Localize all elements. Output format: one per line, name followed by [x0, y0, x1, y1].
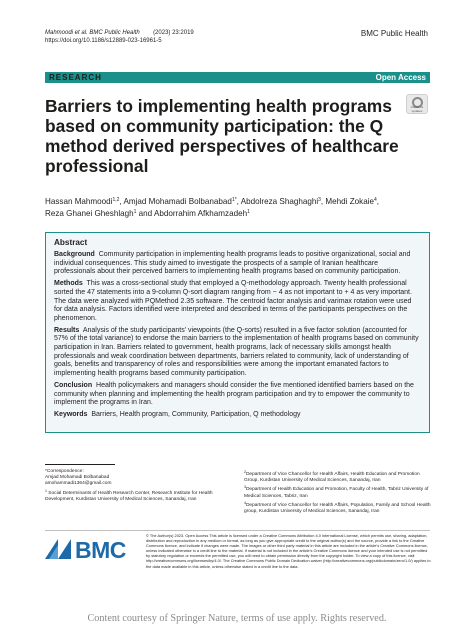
- section-label: Results: [54, 326, 80, 334]
- citation-doi[interactable]: https://doi.org/10.1186/s12889-023-16961-5: [45, 38, 162, 44]
- abstract-background: [54, 251, 421, 277]
- bmc-logo: [45, 537, 133, 561]
- affiliation-sup: 4: [374, 197, 377, 203]
- open-access-label: Open Access: [375, 73, 426, 82]
- affiliation-sup: 1,2: [112, 197, 120, 203]
- journal-name: BMC Public Health: [360, 29, 428, 38]
- bmc-logo-icon: [45, 539, 71, 559]
- author-separator: ,: [376, 197, 380, 206]
- article-title: Barriers to implementing health programs based on community participation: the Q method derived perspectives of healthcare professional: [45, 96, 399, 176]
- correspondence-email[interactable]: amohammadi1364@gmail.com: [45, 481, 112, 487]
- section-label: Background: [54, 251, 95, 258]
- affiliation-sup: 3: [318, 197, 321, 203]
- abstract-keywords: [54, 411, 421, 420]
- section-text: Barriers, Health program, Community, Participation, Q methodology: [91, 410, 301, 418]
- author-name[interactable]: and Abdorrahim Afkhamzadeh: [136, 209, 248, 218]
- affiliation-4: Department of Vice Chancellor for Health Affairs, Population, Family and School Health group, Kurdistan University of Medical Sciences, Sanandaj, Iran: [244, 502, 431, 515]
- section-text: Health policymakers and managers should consider the five mentioned identified barriers based on the community when planning and implementing the health program participation and try to empower the community to implement the programs in Iran.: [54, 381, 414, 407]
- affiliation-sup: 1: [133, 209, 137, 215]
- abstract-heading: Abstract: [54, 238, 88, 247]
- author-name[interactable]: Hassan Mahmoodi: [45, 197, 113, 206]
- footnote-divider: [45, 464, 115, 465]
- affiliation-number: 1: [45, 488, 47, 493]
- citation-header: [45, 29, 194, 45]
- bmc-logo-text: BMC: [75, 537, 126, 563]
- license-text: © The Author(s) 2023. Open Access This article is licensed under a Creative Commons Attribution 4.0 International License, which permits use, sharing, adaptation, distribution and reproduction in any medium or format, as long as you give appropriate credit to the original author(s) and the source, provide a link to the Creative Commons licence, and indicate if changes were made. The images or other third party material in this article are included in the article's Creative Commons licence, unless indicated otherwise in a credit line to the material. If material is not included in the article's Creative Commons licence and your intended use is not permitted by statutory regulation or exceeds the permitted use, you will need to obtain permission directly from the copyright holder. To view a copy of this licence, visit http://creativecommons.org/licenses/by/4.0/. The Creative Commons Public Domain Dedication waiver (http://creativecommons.org/publicdomain/zero/1.0/) applies to the data made available in this article, unless otherwise stated in a credit line to the data.: [146, 533, 431, 569]
- affiliation-sup: 1*: [231, 197, 237, 203]
- section-label: Keywords: [54, 410, 88, 418]
- section-label: Conclusion: [54, 381, 93, 389]
- section-text: Analysis of the study participants' viewpoints (the Q-sorts) resulted in a five factor solution (accounted for 57% of the total variance) to endorse the main barriers to the implementation of health programs based on community participation in Iran. Barriers related to government, health programs, lack of necessary skills amongst health professionals and weak coordination between departments, barriers related to community, lack of understanding of goals, benefits and transparency of roles and responsibilities were among the important emanated factors to implementing health programs based community participation.: [54, 326, 419, 378]
- affiliation-number: 3: [244, 485, 246, 490]
- citation-journal: Mahmoodi et al. BMC Public Health: [45, 30, 140, 36]
- abstract-conclusion: [54, 382, 421, 408]
- citation-year: (2023) 23:2019: [153, 30, 194, 36]
- section-text: This was a cross-sectional study that employed a Q-methodology approach. Twenty health professional sorted the 47 statements into a 9-column Q-sort diagram ranging from − 4 as not important to + 4 as very important. The data were analyzed with PQMethod 2.35 software. The centroid factor analysis and varimax rotation were used for data analysis. Factors identified were interpreted and described in terms of the participants perspectives on the phenomenon.: [54, 280, 412, 322]
- crossmark-label: Check for updates: [410, 105, 424, 113]
- correspondence-footnote: [45, 469, 225, 503]
- abstract-box: [45, 232, 430, 433]
- abstract-methods: [54, 280, 421, 324]
- courtesy-notice: Content courtesy of Springer Nature, terms of use apply. Rights reserved.: [87, 613, 387, 624]
- author-name[interactable]: , Amjad Mohamadi Bolbanabad: [119, 197, 232, 206]
- section-label: Methods: [54, 280, 83, 288]
- author-name[interactable]: , Abdolreza Shaghaghi: [236, 197, 319, 206]
- affiliation-2: Department of Vice Chancellor for Health Affairs, Health Education and Promotion Group, Kurdistan University of Medical Sciences, Sanandaj, Iran: [244, 472, 420, 484]
- affiliation-1: Social Determinants of Health Research Center, Research Institute for Health Development, Kurdistan University of Medical Sciences, Sanandaj, Iran: [45, 490, 213, 502]
- author-name[interactable]: Reza Ghanei Gheshlagh: [45, 209, 134, 218]
- correspondence-name: Amjad Mohamadi Bolbanabad: [45, 475, 110, 481]
- affiliations-footnote: [244, 469, 434, 515]
- section-text: Community participation in implementing health programs leads to positive organizational, social and individual consequences. This study aimed to investigate the prospects of a sample of Iranian healthcare professionals about their perceived barriers to implementing health programs based on community participation.: [54, 251, 411, 276]
- license-divider: [45, 530, 430, 531]
- abstract-results: [54, 327, 421, 379]
- article-type-label: RESEARCH: [49, 73, 102, 82]
- author-name[interactable]: , Mehdi Zokaie: [320, 197, 374, 206]
- correspondence-label: *Correspondence:: [45, 469, 84, 474]
- author-list: [45, 195, 435, 219]
- affiliation-number: 2: [244, 470, 246, 474]
- affiliation-sup: 1: [247, 209, 250, 215]
- research-banner: [45, 72, 430, 83]
- affiliation-3: Department of Health Education and Promotion, Faculty of Health, Tabriz University of Medical Sciences, Tabriz, Iran: [244, 487, 429, 499]
- affiliation-number: 4: [244, 500, 246, 505]
- crossmark-icon[interactable]: [406, 94, 428, 114]
